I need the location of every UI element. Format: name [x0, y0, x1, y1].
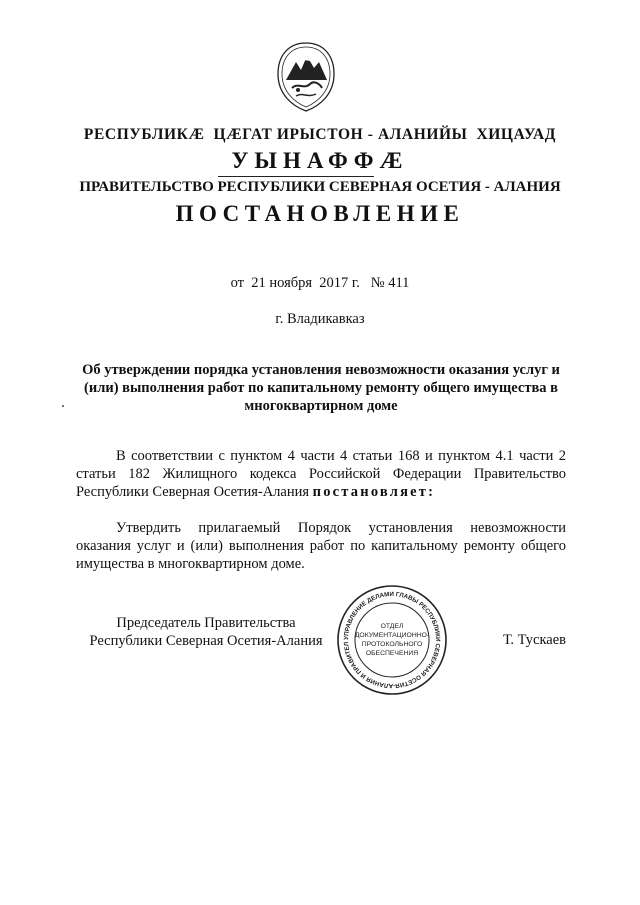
- coat-of-arms-emblem: [274, 40, 338, 114]
- header-divider: [218, 176, 374, 177]
- decree-date-number: от 21 ноября 2017 г. № 411: [230, 275, 410, 291]
- signatory-position: [76, 614, 336, 650]
- decree-subject: Об утверждении порядка установления невозможности оказания услуг и (или) выполнения работ по капитальному ремонту общего имущества в многоквартирном доме: [82, 362, 560, 414]
- header-decree-russian: ПОСТАНОВЛЕНИЕ: [175, 201, 465, 226]
- decree-city: г. Владикавказ: [275, 311, 365, 327]
- signatory-position-line-1: Председатель Правительства: [116, 615, 296, 631]
- body-resolves: постановляет:: [312, 484, 436, 500]
- seal-center-line-3: ПРОТОКОЛЬНОГО: [361, 641, 423, 648]
- header-government-russian: ПРАВИТЕЛЬСТВО РЕСПУБЛИКИ СЕВЕРНАЯ ОСЕТИЯ - АЛАНИЯ: [79, 179, 561, 195]
- body-paragraph-1: [76, 447, 566, 501]
- seal-ring-text: УПРАВЛЕНИЕ ДЕЛАМИ ГЛАВЫ РЕСПУБЛИКИ СЕВЕРНАЯ ОСЕТИЯ-АЛАНИЯ И ПРАВИТЕЛ: [342, 590, 442, 690]
- seal-stamp-icon: [336, 584, 448, 696]
- seal-center-line-2: ДОКУМЕНТАЦИОННО-: [354, 632, 430, 639]
- emblem-icon: [274, 40, 338, 114]
- header-republic-ossetian: РЕСПУБЛИКÆ ЦÆГАТ ИРЫСТОН - АЛАНИЙЫ ХИЦАУАД: [83, 126, 557, 143]
- body-paragraph-2: Утвердить прилагаемый Порядок установления невозможности оказания услуг и (или) выполнения работ по капитальному ремонту общего имущества в многоквартирном доме.: [76, 520, 566, 572]
- official-seal: [336, 584, 448, 696]
- signatory-name: Т. Тускаев: [502, 632, 566, 648]
- seal-center-line-1: ОТДЕЛ: [380, 623, 404, 630]
- seal-center-line-4: ОБЕСПЕЧЕНИЯ: [365, 650, 419, 657]
- signatory-position-line-2: Республики Северная Осетия-Алания: [89, 633, 323, 649]
- scan-speck: [62, 405, 64, 407]
- body-paragraph-1-text: В соответствии с пунктом 4 части 4 статьи 168 и пунктом 4.1 части 2 статьи 182 Жилищного кодекса Российской Федерации Правительство Республики Северная Осетия-Алания: [76, 448, 566, 500]
- header-decree-ossetian: УЫНАФФÆ: [231, 148, 409, 173]
